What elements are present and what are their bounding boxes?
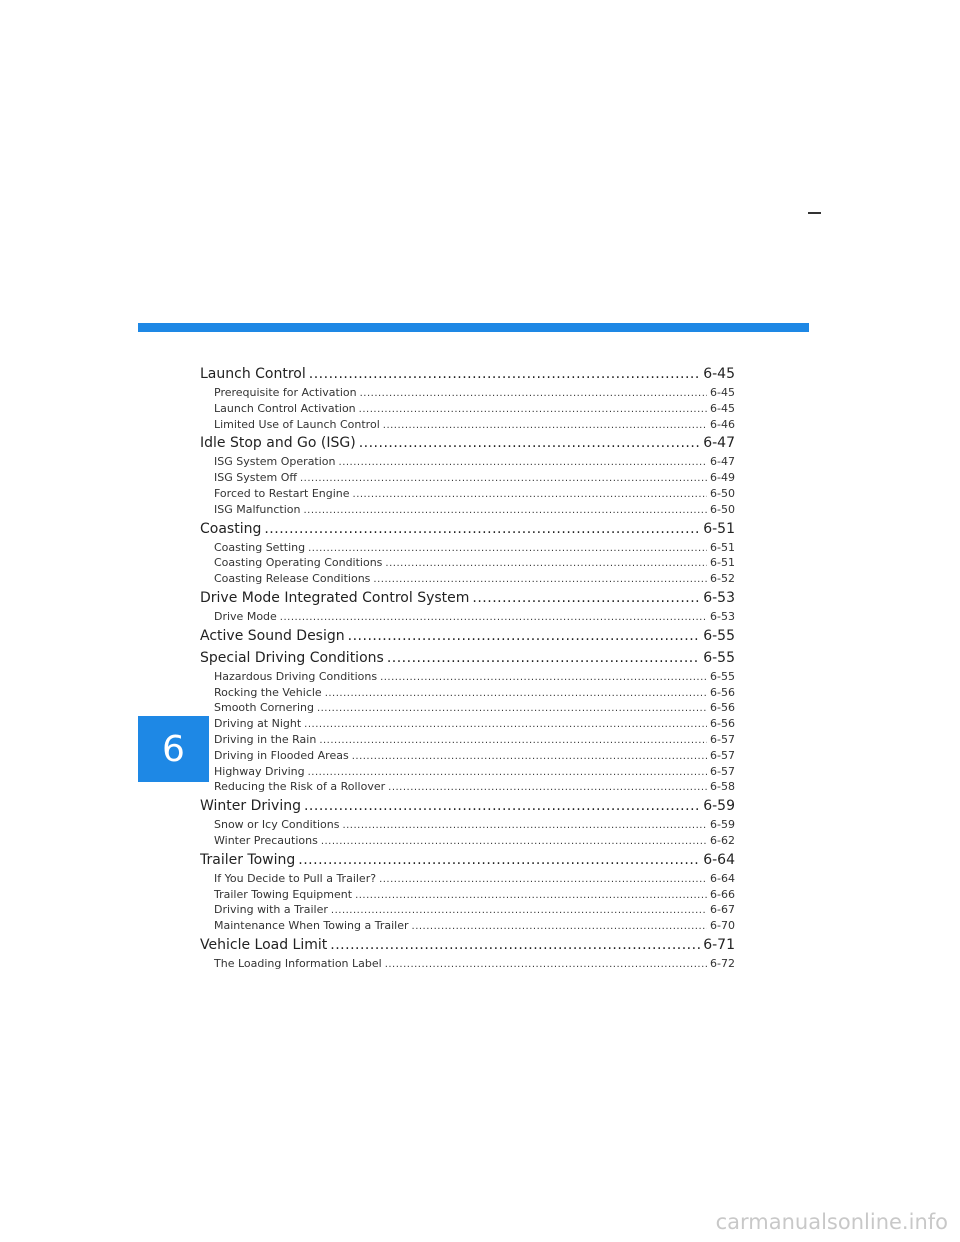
toc-item[interactable]	[200, 779, 735, 795]
toc-item-title: Coasting Release Conditions	[214, 572, 371, 586]
toc-item-page: 6-59	[710, 818, 735, 832]
toc-item-title: Snow or Icy Conditions	[214, 818, 340, 832]
toc-heading[interactable]	[200, 432, 735, 454]
toc-heading-title: Coasting	[200, 520, 262, 537]
toc-item[interactable]	[200, 956, 735, 972]
toc-section	[200, 647, 735, 795]
toc-item-title: Highway Driving	[214, 764, 305, 778]
toc-item-page: 6-49	[710, 471, 735, 485]
toc-item-page: 6-56	[710, 717, 735, 731]
dot-leader	[388, 779, 707, 795]
toc-item[interactable]	[200, 748, 735, 764]
toc-item-page: 6-51	[710, 556, 735, 570]
toc-heading-page: 6-55	[703, 649, 735, 666]
toc-heading-title: Idle Stop and Go (ISG)	[200, 435, 356, 452]
toc-section	[200, 363, 735, 432]
toc-item-page: 6-45	[710, 386, 735, 399]
dot-leader	[348, 625, 701, 647]
toc-item[interactable]	[200, 401, 735, 417]
toc-item-title: Forced to Restart Engine	[214, 486, 350, 500]
toc-heading[interactable]	[200, 625, 735, 647]
toc-item[interactable]	[200, 764, 735, 780]
toc-heading[interactable]	[200, 849, 735, 871]
dot-leader	[309, 363, 700, 385]
dot-leader	[380, 669, 707, 685]
toc-heading-page: 6-51	[703, 520, 735, 537]
toc-item-page: 6-66	[710, 887, 735, 901]
toc-section	[200, 934, 735, 972]
dot-leader	[303, 502, 707, 518]
toc-item[interactable]	[200, 470, 735, 486]
dot-leader	[264, 518, 700, 540]
toc-item-title: Maintenance When Towing a Trailer	[214, 919, 409, 933]
toc-heading-title: Winter Driving	[200, 798, 301, 815]
toc-item-page: 6-50	[710, 486, 735, 500]
dot-leader	[383, 417, 707, 433]
toc-heading-title: Launch Control	[200, 366, 306, 382]
toc-item[interactable]	[200, 716, 735, 732]
toc-item-page: 6-67	[710, 903, 735, 917]
toc-heading-page: 6-71	[703, 936, 735, 953]
toc-item-page: 6-57	[710, 764, 735, 778]
toc-section	[200, 795, 735, 849]
dot-leader	[308, 764, 707, 780]
toc-heading-page: 6-53	[703, 589, 735, 606]
toc-heading-title: Special Driving Conditions	[200, 649, 384, 666]
toc-section	[200, 849, 735, 934]
toc-item-page: 6-57	[710, 748, 735, 762]
dot-leader	[330, 934, 700, 956]
toc-item-page: 6-52	[710, 572, 735, 586]
toc-item-title: ISG Malfunction	[214, 502, 301, 516]
toc-item-title: Smooth Cornering	[214, 701, 314, 715]
toc-heading-title: Active Sound Design	[200, 627, 345, 644]
toc-heading-page: 6-55	[703, 627, 735, 644]
toc-heading[interactable]	[200, 934, 735, 956]
toc-item-title: Coasting Operating Conditions	[214, 556, 383, 570]
toc-item-title: Driving in Flooded Areas	[214, 748, 349, 762]
toc-heading[interactable]	[200, 518, 735, 540]
dot-leader	[308, 540, 707, 556]
toc-item-page: 6-64	[710, 871, 735, 885]
dot-leader	[280, 609, 707, 625]
toc-heading-page: 6-47	[703, 435, 735, 452]
toc-item-title: Limited Use of Launch Control	[214, 417, 380, 431]
toc-section	[200, 518, 735, 587]
corner-dash	[808, 212, 821, 214]
toc-item-page: 6-45	[710, 401, 735, 415]
toc-item-title: Rocking the Vehicle	[214, 685, 322, 699]
toc-item-title: Driving at Night	[214, 717, 302, 731]
toc-section	[200, 432, 735, 517]
toc-item-page: 6-53	[710, 609, 735, 623]
toc-item[interactable]	[200, 540, 735, 556]
dot-leader	[472, 587, 700, 609]
toc-item-title: If You Decide to Pull a Trailer?	[214, 871, 377, 885]
dot-leader	[385, 555, 707, 571]
toc-item[interactable]	[200, 732, 735, 748]
toc-item-title: The Loading Information Label	[214, 956, 382, 970]
toc-item-title: Prerequisite for Activation	[214, 386, 357, 399]
dot-leader	[379, 871, 707, 887]
toc-item-title: ISG System Operation	[214, 455, 336, 469]
toc-item-title: Driving with a Trailer	[214, 903, 328, 917]
toc-item-page: 6-51	[710, 540, 735, 554]
table-of-contents	[200, 363, 735, 972]
toc-item[interactable]	[200, 685, 735, 701]
toc-heading[interactable]	[200, 363, 735, 385]
toc-heading-page: 6-64	[703, 851, 735, 868]
toc-item-title: Driving in the Rain	[214, 732, 317, 746]
toc-item[interactable]	[200, 609, 735, 625]
toc-item-title: Coasting Setting	[214, 540, 306, 554]
toc-item-page: 6-46	[710, 417, 735, 431]
toc-item-title: ISG System Off	[214, 471, 297, 485]
toc-item-page: 6-55	[710, 669, 735, 683]
toc-item[interactable]	[200, 555, 735, 571]
toc-item-title: Launch Control Activation	[214, 401, 356, 415]
toc-item-page: 6-56	[710, 685, 735, 699]
toc-item[interactable]	[200, 417, 735, 433]
dot-leader	[359, 401, 707, 417]
dot-leader	[385, 956, 707, 972]
dot-leader	[373, 571, 707, 587]
toc-heading[interactable]	[200, 647, 735, 669]
toc-item[interactable]	[200, 871, 735, 887]
dot-leader	[412, 918, 708, 934]
toc-item[interactable]	[200, 700, 735, 716]
dot-leader	[331, 902, 707, 918]
dot-leader	[325, 685, 707, 701]
toc-item-title: Drive Mode	[214, 609, 277, 623]
toc-heading-title: Trailer Towing	[200, 851, 296, 868]
dot-leader	[387, 647, 700, 669]
dot-leader	[352, 748, 707, 764]
toc-item-title: Hazardous Driving Conditions	[214, 669, 378, 683]
toc-item[interactable]	[200, 817, 735, 833]
chapter-number: 6	[162, 728, 185, 770]
toc-item-page: 6-58	[710, 780, 735, 794]
dot-leader	[317, 700, 707, 716]
toc-heading[interactable]	[200, 795, 735, 817]
toc-item-page: 6-70	[710, 919, 735, 933]
dot-leader	[319, 732, 707, 748]
toc-item-page: 6-57	[710, 732, 735, 746]
toc-section	[200, 625, 735, 647]
dot-leader	[355, 887, 707, 903]
dot-leader	[360, 385, 707, 401]
toc-heading-page: 6-45	[703, 366, 735, 382]
toc-item-page: 6-50	[710, 502, 735, 516]
toc-item[interactable]	[200, 918, 735, 934]
toc-item[interactable]	[200, 502, 735, 518]
toc-item-title: Reducing the Risk of a Rollover	[214, 780, 386, 794]
toc-item-title: Winter Precautions	[214, 833, 318, 847]
toc-heading[interactable]	[200, 587, 735, 609]
dot-leader	[342, 817, 707, 833]
toc-item[interactable]	[200, 887, 735, 903]
dot-leader	[298, 849, 700, 871]
dot-leader	[359, 432, 701, 454]
chapter-header-bar	[138, 323, 809, 332]
toc-section	[200, 587, 735, 625]
dot-leader	[300, 470, 707, 486]
dot-leader	[304, 716, 707, 732]
toc-heading-title: Vehicle Load Limit	[200, 936, 328, 953]
toc-heading-page: 6-59	[703, 798, 735, 815]
toc-item[interactable]	[200, 833, 735, 849]
toc-item-page: 6-47	[710, 455, 735, 469]
footer-watermark: carmanualsonline.info	[715, 1210, 948, 1234]
toc-heading-title: Drive Mode Integrated Control System	[200, 589, 470, 606]
toc-item[interactable]	[200, 454, 735, 470]
toc-item-page: 6-72	[710, 956, 735, 970]
toc-item[interactable]	[200, 486, 735, 502]
toc-item[interactable]	[200, 571, 735, 587]
dot-leader	[353, 486, 708, 502]
dot-leader	[339, 454, 708, 470]
toc-item-page: 6-62	[710, 833, 735, 847]
dot-leader	[304, 795, 700, 817]
toc-item[interactable]	[200, 669, 735, 685]
dot-leader	[321, 833, 707, 849]
toc-item[interactable]	[200, 902, 735, 918]
toc-item-title: Trailer Towing Equipment	[214, 887, 353, 901]
toc-item-page: 6-56	[710, 701, 735, 715]
toc-item[interactable]	[200, 385, 735, 401]
chapter-tab	[138, 716, 209, 782]
